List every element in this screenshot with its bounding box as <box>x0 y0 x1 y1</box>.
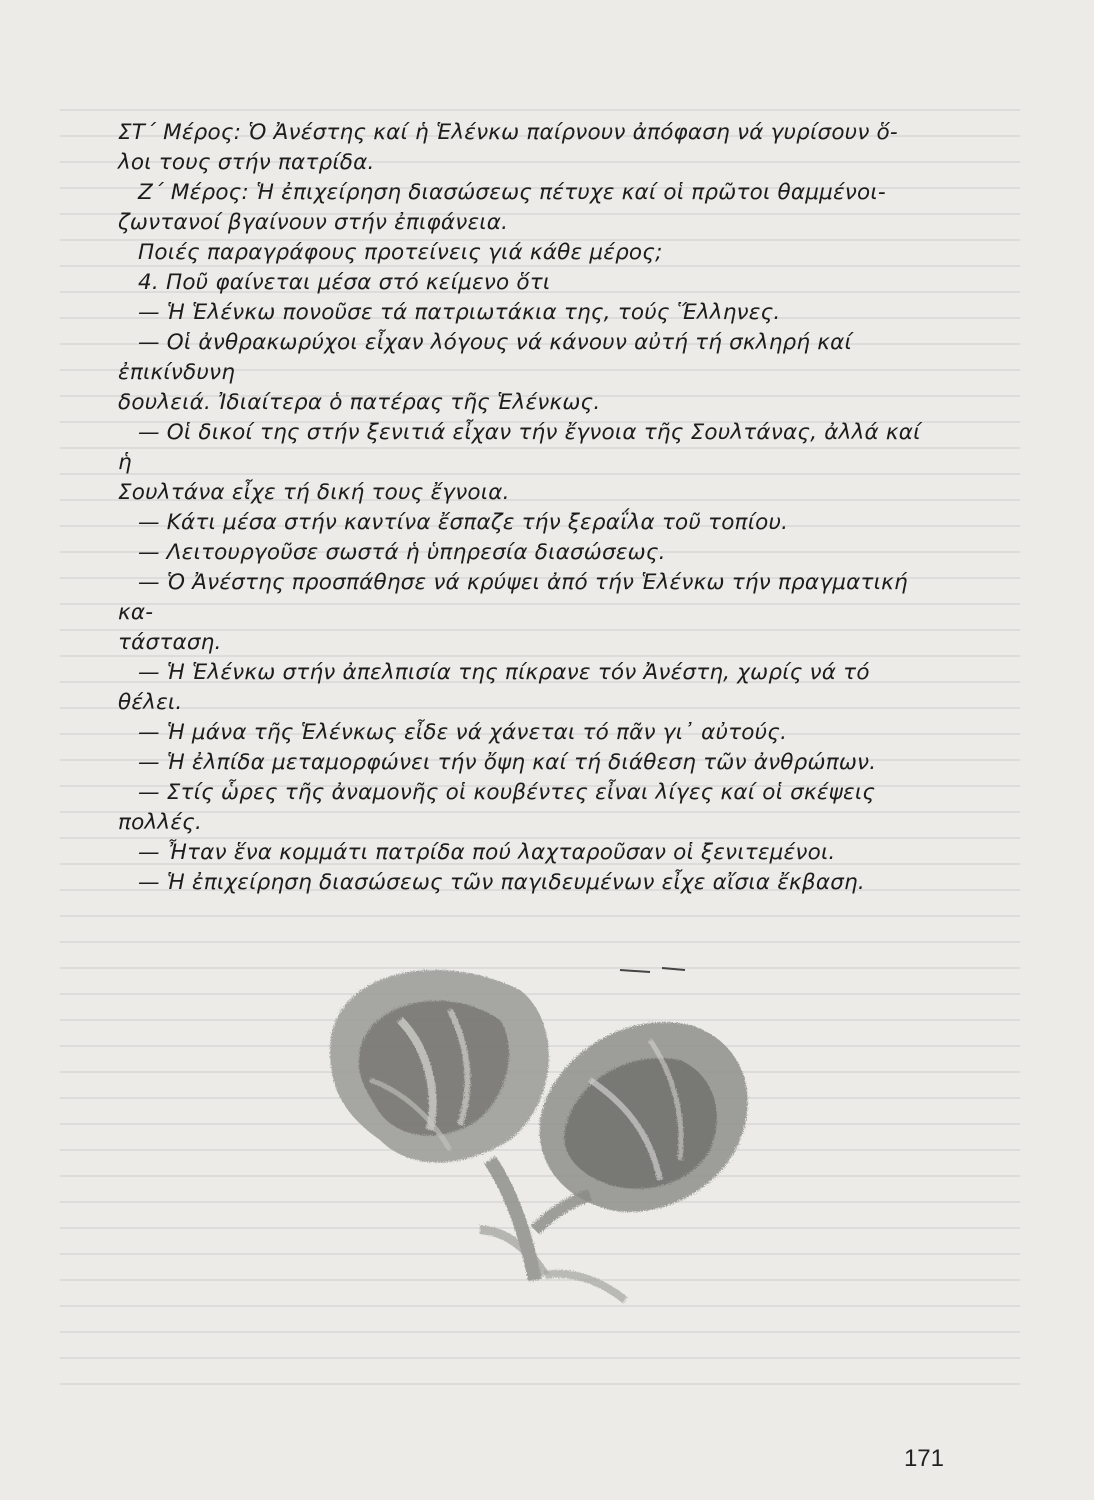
line-20: — Ἦταν ἕνα κομμάτι πατρίδα πού λαχταροῦσαν οἱ ξενιτεμένοι. <box>138 840 836 865</box>
line-14: — Ὁ Ἀνέστης προσπάθησε νά κρύψει ἀπό τήν Ἑλένκω τήν πραγματική κα- <box>118 570 908 625</box>
exercise-text <box>118 118 938 898</box>
sketch-stroke-marks <box>620 968 685 972</box>
line-17: — Ἡ μάνα τῆς Ἑλένκως εἶδε νά χάνεται τό πᾶν γι᾽ αὐτούς. <box>138 720 788 745</box>
line-2: λοι τους στήν πατρίδα. <box>118 150 375 175</box>
line-8: — Οἱ ἀνθρακωρύχοι εἶχαν λόγους νά κάνουν αὐτή τή σκληρή καί ἐπικίνδυνη <box>118 330 852 385</box>
flower-buds-illustration <box>290 930 810 1350</box>
line-19: — Στίς ὧρες τῆς ἀναμονῆς οἱ κουβέντες εἶναι λίγες καί οἱ σκέψεις πολλές. <box>118 780 876 835</box>
line-12: — Κάτι μέσα στήν καντίνα ἔσπαζε τήν ξεραΐλα τοῦ τοπίου. <box>138 510 789 535</box>
line-11: Σουλτάνα εἶχε τή δική τους ἔγνοια. <box>118 480 510 505</box>
line-4: ζωντανοί βγαίνουν στήν ἐπιφάνεια. <box>118 210 509 235</box>
line-10: — Οἱ δικοί της στήν ξενιτιά εἶχαν τήν ἔγνοια τῆς Σουλτάνας, ἀλλά καί ἡ <box>118 420 921 475</box>
line-6: 4. Ποῦ φαίνεται μέσα στό κείμενο ὅτι <box>138 270 551 295</box>
line-21: — Ἡ ἐπιχείρηση διασώσεως τῶν παγιδευμένων εἶχε αἴσια ἔκβαση. <box>138 870 865 895</box>
line-15: τάσταση. <box>118 630 222 655</box>
line-1: ΣΤ΄ Μέρος: Ὁ Ἀνέστης καί ἡ Ἑλένκω παίρνουν ἀπόφαση νά γυρίσουν ὅ- <box>118 120 898 145</box>
page-number: 171 <box>903 1445 944 1472</box>
line-16: — Ἡ Ἑλένκω στήν ἀπελπισία της πίκρανε τόν Ἀνέστη, χωρίς νά τό θέλει. <box>118 660 870 715</box>
line-3: Ζ΄ Μέρος: Ἡ ἐπιχείρηση διασώσεως πέτυχε καί οἱ πρῶτοι θαμμένοι- <box>138 180 886 205</box>
line-7: — Ἡ Ἑλένκω πονοῦσε τά πατριωτάκια της, τούς Ἕλληνες. <box>138 300 781 325</box>
line-9: δουλειά. Ἰδιαίτερα ὁ πατέρας τῆς Ἑλένκως. <box>118 390 601 415</box>
line-18: — Ἡ ἐλπίδα μεταμορφώνει τήν ὄψη καί τή διάθεση τῶν ἀνθρώπων. <box>138 750 877 775</box>
line-13: — Λειτουργοῦσε σωστά ἡ ὑπηρεσία διασώσεως. <box>138 540 666 565</box>
line-5: Ποιές παραγράφους προτείνεις γιά κάθε μέρος; <box>138 240 663 265</box>
